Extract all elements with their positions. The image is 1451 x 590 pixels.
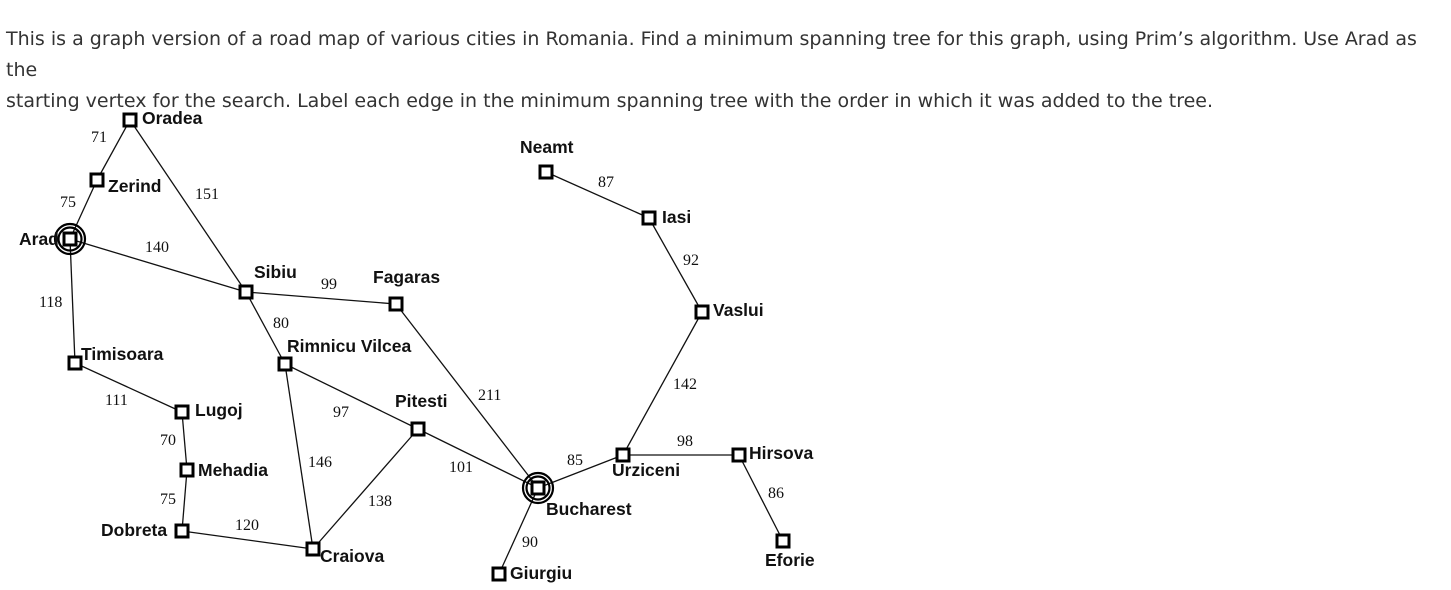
node-marker-vaslui <box>696 306 708 318</box>
node-marker-iasi <box>643 212 655 224</box>
edge-weight-dobreta-craiova: 120 <box>235 517 259 534</box>
node-craiova <box>307 543 319 555</box>
node-eforie <box>777 535 789 547</box>
nodes-layer <box>55 114 789 580</box>
node-marker-rimnicu <box>279 358 291 370</box>
node-marker-eforie <box>777 535 789 547</box>
edge-weight-sibiu-rimnicu: 80 <box>273 315 289 332</box>
city-label-fagaras: Fagaras <box>373 267 441 287</box>
node-sibiu <box>240 286 252 298</box>
node-marker-oradea <box>124 114 136 126</box>
edges-layer <box>70 120 783 574</box>
city-label-timisoara: Timisoara <box>81 344 164 364</box>
edge-weight-bucharest-urziceni: 85 <box>567 452 583 469</box>
node-marker-craiova <box>307 543 319 555</box>
edge-sibiu-fagaras <box>246 292 396 304</box>
node-marker-timisoara <box>69 357 81 369</box>
edge-pitesti-craiova <box>313 429 418 549</box>
node-timisoara <box>69 357 81 369</box>
city-label-lugoj: Lugoj <box>195 400 243 420</box>
node-hirsova <box>733 449 745 461</box>
edge-weight-arad-timisoara: 118 <box>39 294 63 311</box>
edge-weight-vaslui-iasi: 92 <box>683 252 699 269</box>
city-label-giurgiu: Giurgiu <box>510 563 573 583</box>
edge-weight-lugoj-mehadia: 70 <box>160 432 176 449</box>
edge-weight-urziceni-vaslui: 142 <box>673 376 697 393</box>
edge-lugoj-mehadia <box>182 412 187 470</box>
node-marker-giurgiu <box>493 568 505 580</box>
edge-weight-bucharest-giurgiu: 90 <box>522 534 538 551</box>
edge-weight-zerind-arad: 75 <box>60 194 76 211</box>
node-lugoj <box>176 406 188 418</box>
node-marker-bucharest <box>532 482 544 494</box>
city-label-sibiu: Sibiu <box>254 262 297 282</box>
city-label-arad: Arad <box>19 229 59 249</box>
node-marker-arad <box>64 233 76 245</box>
node-marker-zerind <box>91 174 103 186</box>
node-oradea <box>124 114 136 126</box>
node-iasi <box>643 212 655 224</box>
city-label-oradea: Oradea <box>142 108 203 128</box>
edge-pitesti-bucharest <box>418 429 538 488</box>
city-label-iasi: Iasi <box>662 207 692 227</box>
edge-oradea-sibiu <box>130 120 246 292</box>
node-marker-dobreta <box>176 525 188 537</box>
edge-weight-arad-sibiu: 140 <box>145 239 169 256</box>
node-marker-lugoj <box>176 406 188 418</box>
city-label-eforie: Eforie <box>765 550 815 570</box>
edge-weight-pitesti-craiova: 138 <box>368 493 392 510</box>
edge-timisoara-lugoj <box>75 363 182 412</box>
edge-weight-mehadia-dobreta: 75 <box>160 491 176 508</box>
node-vaslui <box>696 306 708 318</box>
edge-weight-urziceni-hirsova: 98 <box>677 433 693 450</box>
city-label-hirsova: Hirsova <box>749 443 814 463</box>
city-label-zerind: Zerind <box>108 176 162 196</box>
node-marker-pitesti <box>412 423 424 435</box>
node-marker-mehadia <box>181 464 193 476</box>
node-marker-hirsova <box>733 449 745 461</box>
city-label-bucharest: Bucharest <box>546 499 632 519</box>
node-arad <box>55 224 85 254</box>
edge-arad-timisoara <box>70 239 75 363</box>
edge-weight-sibiu-fagaras: 99 <box>321 276 337 293</box>
edge-weight-pitesti-bucharest: 101 <box>449 459 473 476</box>
node-zerind <box>91 174 103 186</box>
node-dobreta <box>176 525 188 537</box>
edge-weight-oradea-zerind: 71 <box>91 129 107 146</box>
node-marker-fagaras <box>390 298 402 310</box>
city-label-dobreta: Dobreta <box>101 520 168 540</box>
problem-line-2: starting vertex for the search. Label each edge in the minimum spanning tree with the order in which it was added to the tree. <box>6 90 1214 112</box>
edge-weight-hirsova-eforie: 86 <box>768 485 784 502</box>
node-mehadia <box>181 464 193 476</box>
edge-weight-timisoara-lugoj: 111 <box>105 392 128 409</box>
city-label-mehadia: Mehadia <box>198 460 269 480</box>
city-label-vaslui: Vaslui <box>713 300 764 320</box>
city-label-craiova: Craiova <box>320 546 385 566</box>
city-label-rimnicu: Rimnicu Vilcea <box>287 336 412 356</box>
city-label-neamt: Neamt <box>520 137 574 157</box>
node-giurgiu <box>493 568 505 580</box>
edge-weight-fagaras-bucharest: 211 <box>478 387 502 404</box>
city-label-pitesti: Pitesti <box>395 391 448 411</box>
edge-weight-iasi-neamt: 87 <box>598 174 614 191</box>
edge-weight-rimnicu-pitesti: 97 <box>333 404 349 421</box>
city-label-urziceni: Urziceni <box>612 460 681 480</box>
node-pitesti <box>412 423 424 435</box>
edge-mehadia-dobreta <box>182 470 187 531</box>
edge-weight-oradea-sibiu: 151 <box>195 186 219 203</box>
edge-weight-rimnicu-craiova: 146 <box>308 454 332 471</box>
node-marker-sibiu <box>240 286 252 298</box>
node-marker-neamt <box>540 166 552 178</box>
problem-line-1: This is a graph version of a road map of various cities in Romania. Find a minimum spanning tree for this graph, using Prim’s algorithm. Use Arad as the <box>6 28 1417 81</box>
node-rimnicu <box>279 358 291 370</box>
labels-layer <box>19 108 815 583</box>
node-fagaras <box>390 298 402 310</box>
node-neamt <box>540 166 552 178</box>
